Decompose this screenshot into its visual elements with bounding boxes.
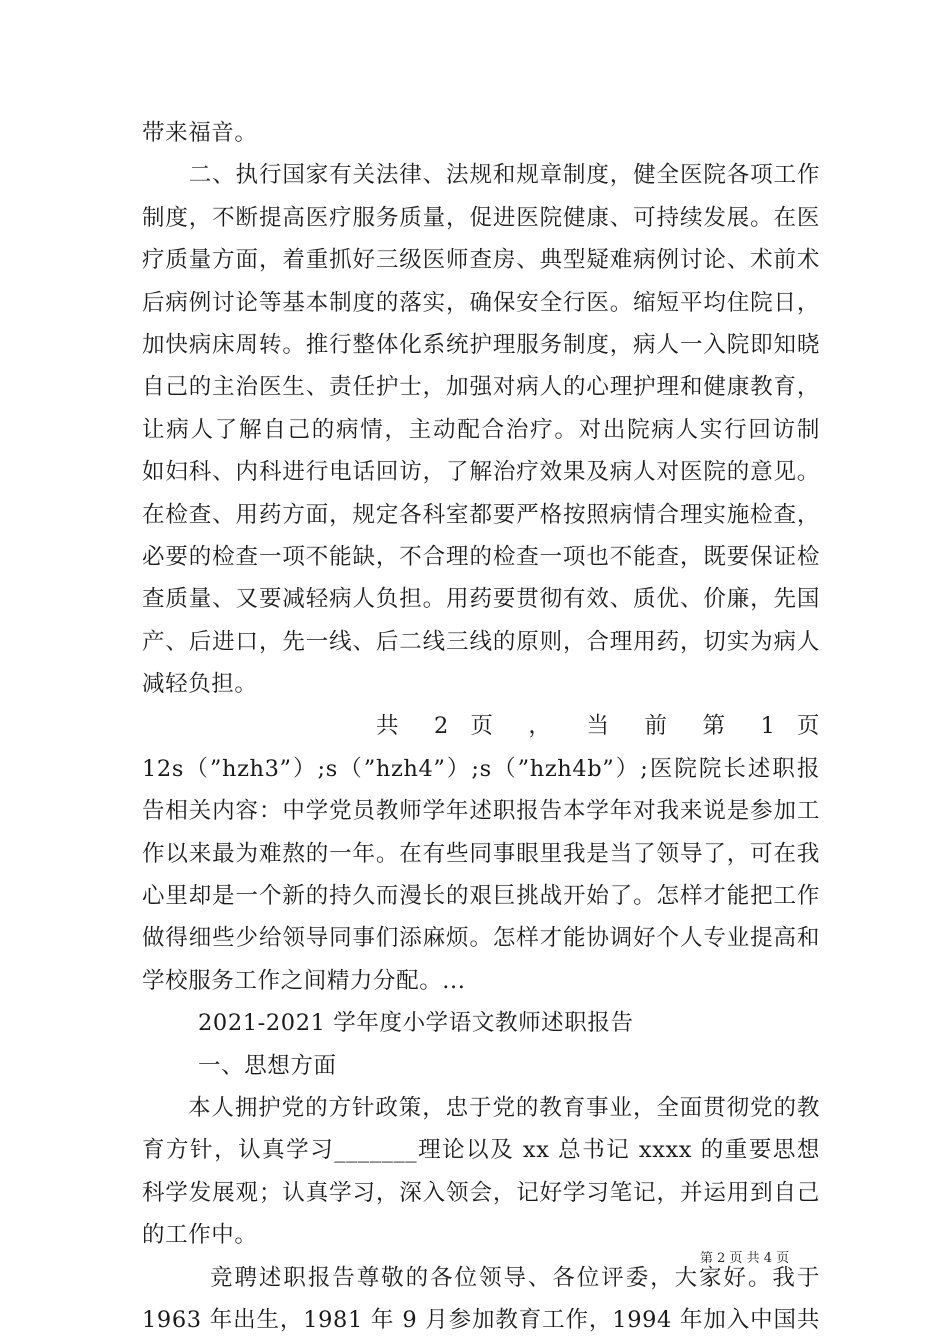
speech-line: 1963 年出生，1981 年 9 月参加教育工作，1994 年加入中国共 [142,1306,820,1333]
body-line: 如妇科、内科进行电话回访，了解治疗效果及病人对医院的意见。 [142,459,820,486]
document-body [142,112,820,1341]
body-line: 加快病床周转。推行整体化系统护理服务制度，病人一入院即知晓 [142,331,820,358]
report-title: 2021-2021 学年度小学语文教师述职报告 [198,1010,634,1037]
body-line: 疗质量方面，着重抓好三级医师查房、典型疑难病例讨论、术前术 [142,247,820,274]
body-line: 减轻负担。 [142,671,258,698]
section-heading: 一、思想方面 [198,1052,337,1079]
body-line: 后病例讨论等基本制度的落实，确保安全行医。缩短平均住院日， [142,289,820,316]
related-content-line: 学校服务工作之间精力分配。... [142,967,466,994]
related-content-line: 做得细些少给领导同事们添麻烦。怎样才能协调好个人专业提高和 [142,925,820,952]
section-line: 育方针，认真学习_______理论以及 xx 总书记 xxxx 的重要思想 [142,1137,820,1164]
page-count-line: 共 2 页 ， 当 前 第 1 页 [376,713,820,740]
section-line: 本人拥护党的方针政策，忠于党的教育事业，全面贯彻党的教 [188,1094,820,1121]
body-line: 查质量、又要减轻病人负担。用药要贯彻有效、质优、价廉，先国 [142,586,820,613]
related-content-line: 心里却是一个新的持久而漫长的艰巨挑战开始了。怎样才能把工作 [142,883,820,910]
related-content-line: 作以来最为难熬的一年。在有些同事眼里我是当了领导了，可在我 [142,840,820,867]
section-line: 科学发展观；认真学习，深入领会，记好学习笔记，并运用到自己 [142,1179,820,1206]
related-content-line: 12s（”hzh3”）;s（”hzh4”）;s（”hzh4b”）;医院院长述职报 [142,755,820,782]
body-line: 让病人了解自己的病情，主动配合治疗。对出院病人实行回访制 [142,416,820,443]
section-line: 的工作中。 [142,1222,258,1249]
body-line: 制度，不断提高医疗服务质量，促进医院健康、可持续发展。在医 [142,204,820,231]
speech-line: 竞聘述职报告尊敬的各位领导、各位评委，大家好。我于 [210,1264,820,1291]
page-footer: 第 2 页 共 4 页 [700,1251,790,1266]
body-line: 二、执行国家有关法律、法规和规章制度，健全医院各项工作 [142,162,820,189]
body-line: 带来福音。 [142,120,258,146]
related-content-line: 告相关内容：中学党员教师学年述职报告本学年对我来说是参加工 [142,798,820,825]
body-line: 自己的主治医生、责任护士，加强对病人的心理护理和健康教育， [142,374,820,401]
body-line: 必要的检查一项不能缺，不合理的检查一项也不能查，既要保证检 [142,543,820,570]
body-line: 产、后进口，先一线、后二线三线的原则，合理用药，切实为病人 [142,628,820,655]
body-line: 在检查、用药方面，规定各科室都要严格按照病情合理实施检查， [142,501,820,528]
